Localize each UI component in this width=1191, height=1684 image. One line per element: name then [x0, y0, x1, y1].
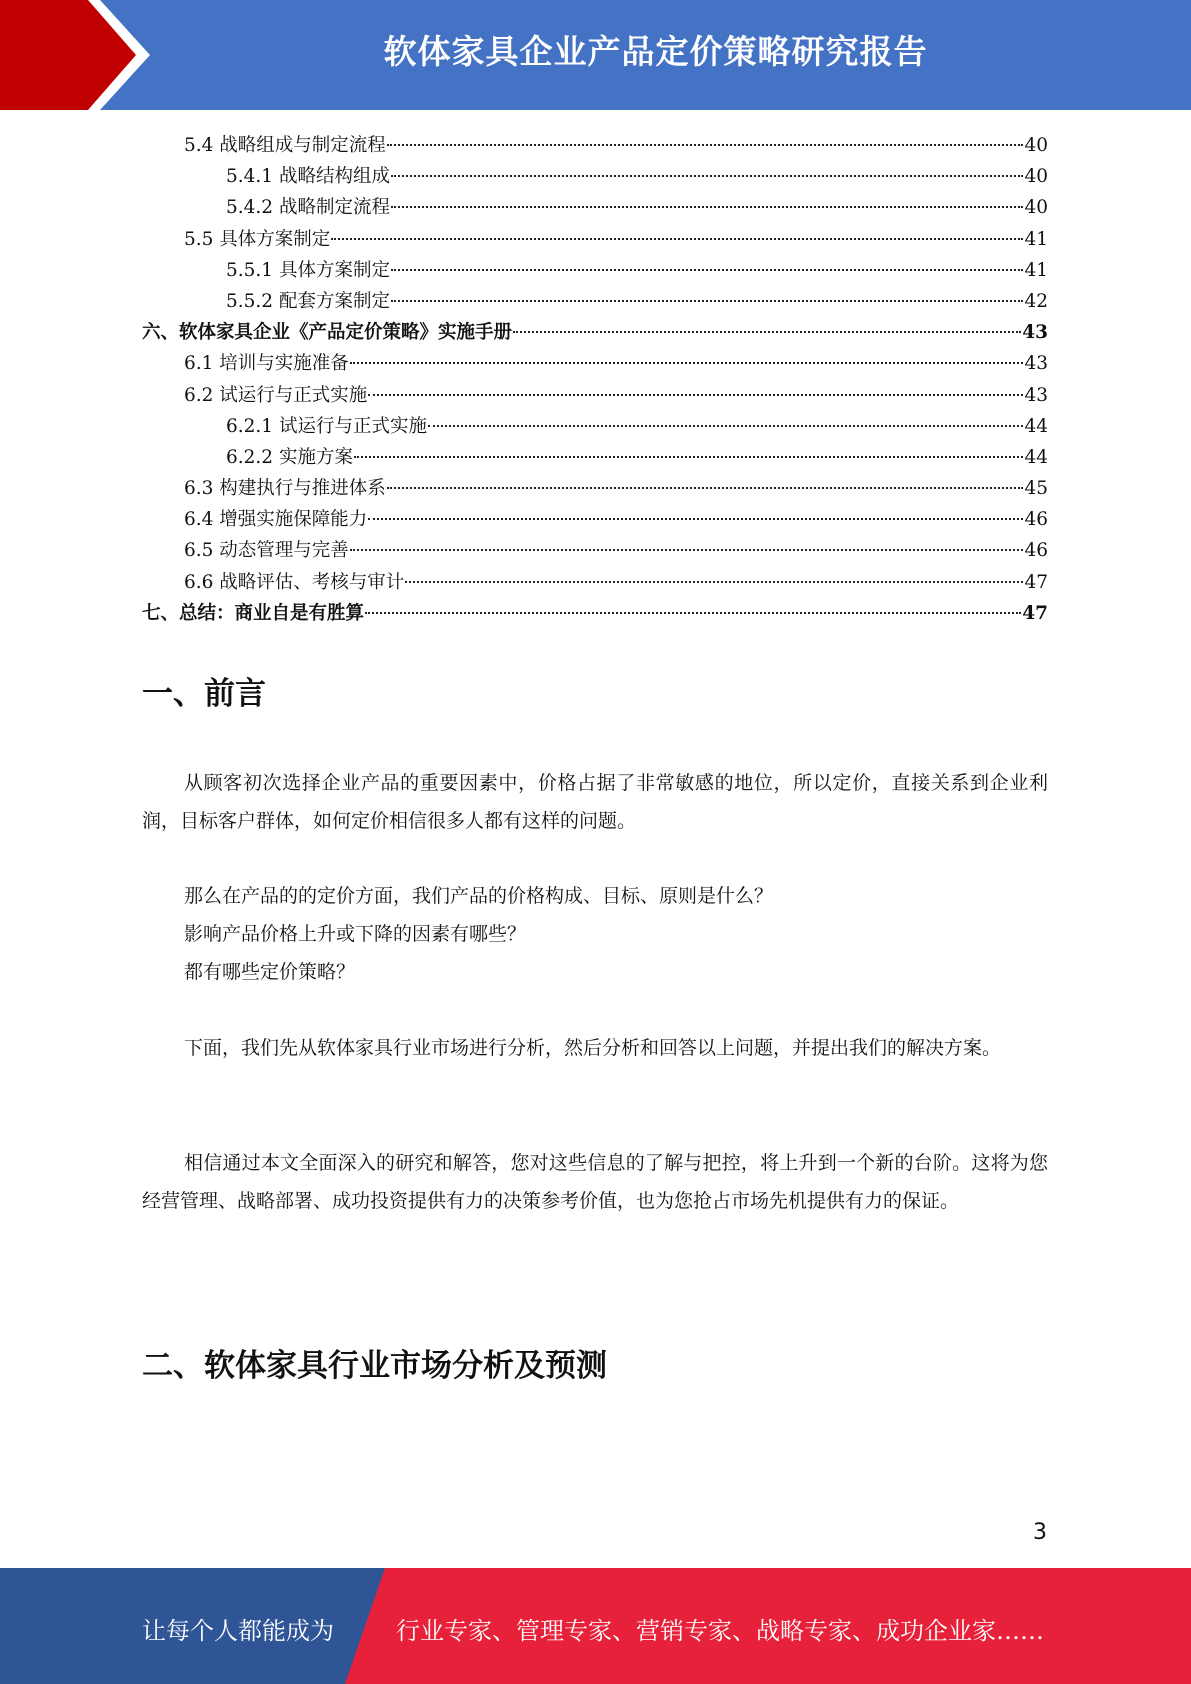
toc-entry[interactable] [142, 411, 1048, 442]
document-title: 软体家具企业产品定价策略研究报告 [383, 32, 928, 71]
toc-dot-leader [405, 581, 1023, 583]
footer-slogan: 让每个人都能成为 [142, 1617, 334, 1645]
toc-entry-page: 41 [1024, 259, 1048, 281]
toc-entry-page: 45 [1024, 478, 1048, 500]
toc-dot-leader [350, 549, 1024, 551]
table-of-contents [142, 130, 1048, 629]
toc-entry-title: 6.6 战略评估、考核与审计 [184, 571, 405, 593]
toc-entry[interactable] [142, 535, 1048, 566]
toc-entry-page: 43 [1024, 384, 1048, 406]
toc-entry-page: 40 [1024, 135, 1048, 156]
question-line: 都有哪些定价策略？ [184, 961, 356, 983]
toc-entry[interactable] [142, 130, 1048, 161]
toc-dot-leader [365, 612, 1021, 614]
toc-entry-title: 5.4.2 战略制定流程 [226, 197, 390, 219]
toc-entry-page: 46 [1024, 509, 1048, 531]
paragraph: 相信通过本文全面深入的研究和解答，您对这些信息的了解与把控，将上升到一个新的台阶。这将为您经营管理、战略部署、成功投资提供有力的决策参考价值，也为您抢占市场先机提供有力的保证。 [142, 1152, 1048, 1212]
toc-dot-leader [513, 331, 1021, 333]
toc-dot-leader [387, 487, 1024, 489]
toc-entry-page: 43 [1022, 322, 1048, 344]
toc-dot-leader [350, 362, 1024, 364]
toc-entry[interactable] [142, 192, 1048, 223]
section-heading-market-analysis: 二、软体家具行业市场分析及预测 [142, 1348, 607, 1384]
toc-entry-title: 6.2.1 试运行与正式实施 [226, 415, 427, 437]
toc-dot-leader [354, 456, 1024, 458]
toc-entry-page: 44 [1024, 446, 1048, 468]
toc-entry[interactable] [142, 380, 1048, 411]
toc-dot-leader [368, 394, 1023, 396]
toc-dot-leader [391, 206, 1023, 208]
toc-entry[interactable] [142, 224, 1048, 255]
toc-dot-leader [331, 238, 1023, 240]
toc-entry-title: 6.2 试运行与正式实施 [184, 384, 368, 406]
page-number: 3 [1033, 1520, 1047, 1545]
toc-entry-page: 43 [1024, 353, 1048, 375]
toc-entry-title: 5.5.1 具体方案制定 [226, 259, 390, 281]
toc-entry[interactable] [142, 348, 1048, 379]
paragraph: 下面，我们先从软体家具行业市场进行分析，然后分析和回答以上问题，并提出我们的解决方案。 [184, 1037, 1002, 1059]
toc-dot-leader [391, 300, 1023, 302]
toc-dot-leader [428, 425, 1023, 427]
header-bar [0, 0, 1191, 110]
toc-entry[interactable] [142, 255, 1048, 286]
toc-dot-leader [391, 175, 1023, 177]
toc-dot-leader [368, 518, 1023, 520]
toc-entry-title: 6.4 增强实施保障能力 [184, 509, 368, 531]
toc-entry[interactable] [142, 161, 1048, 192]
toc-dot-leader [387, 144, 1024, 146]
footer-bar [0, 1568, 1191, 1684]
question-line: 那么在产品的的定价方面，我们产品的价格构成、目标、原则是什么？ [184, 885, 774, 907]
toc-entry-page: 40 [1024, 166, 1048, 188]
toc-entry-title: 6.3 构建执行与推进体系 [184, 478, 386, 500]
toc-entry-title: 六、软体家具企业《产品定价策略》实施手册 [142, 322, 513, 344]
toc-entry-page: 47 [1024, 571, 1048, 593]
toc-entry[interactable] [142, 286, 1048, 317]
toc-entry-title: 七、总结：商业自是有胜算 [142, 602, 365, 624]
question-line: 影响产品价格上升或下降的因素有哪些？ [184, 923, 527, 945]
toc-entry-title: 6.2.2 实施方案 [226, 446, 353, 468]
toc-entry-title: 5.4 战略组成与制定流程 [184, 135, 386, 156]
toc-entry-title: 6.5 动态管理与完善 [184, 540, 349, 562]
toc-entry-page: 47 [1022, 602, 1048, 624]
toc-entry[interactable] [142, 504, 1048, 535]
toc-entry-page: 42 [1024, 290, 1048, 312]
toc-entry-title: 5.5.2 配套方案制定 [226, 290, 390, 312]
toc-entry-page: 46 [1024, 540, 1048, 562]
toc-entry[interactable] [142, 442, 1048, 473]
toc-entry-page: 44 [1024, 415, 1048, 437]
toc-entry[interactable] [142, 473, 1048, 504]
toc-entry-title: 5.5 具体方案制定 [184, 228, 331, 250]
toc-entry-title: 6.1 培训与实施准备 [184, 353, 349, 375]
toc-entry-page: 41 [1024, 228, 1048, 250]
toc-entry[interactable] [142, 567, 1048, 598]
toc-entry[interactable] [142, 317, 1048, 348]
footer-roles: 行业专家、管理专家、营销专家、战略专家、成功企业家…… [396, 1617, 1044, 1645]
toc-entry[interactable] [142, 598, 1048, 629]
toc-entry-page: 40 [1024, 197, 1048, 219]
toc-dot-leader [391, 269, 1023, 271]
section-heading-preface: 一、前言 [142, 676, 266, 712]
paragraph: 从顾客初次选择企业产品的重要因素中，价格占据了非常敏感的地位，所以定价，直接关系到企业利润，目标客户群体，如何定价相信很多人都有这样的问题。 [142, 772, 1048, 832]
toc-entry-title: 5.4.1 战略结构组成 [226, 166, 390, 188]
